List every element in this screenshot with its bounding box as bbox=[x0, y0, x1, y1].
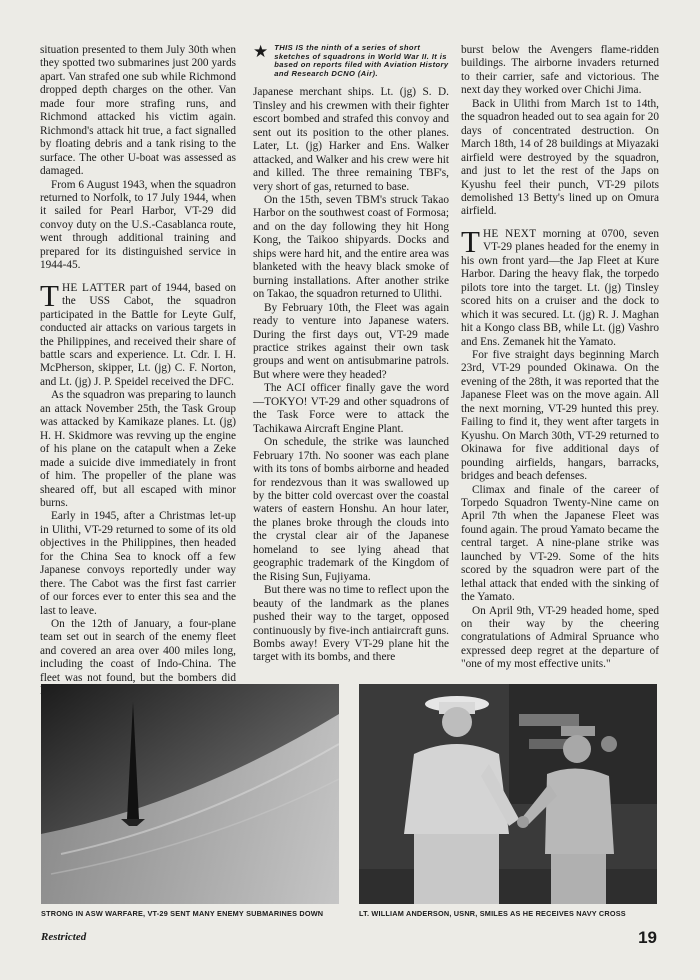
article-column-1 bbox=[40, 44, 236, 699]
paragraph: On schedule, the strike was launched February 17th. No sooner was each plane with its tons of bombs airborne and headed for rendezvous than it was swallowed up by the bitter cold overcast over the coastal waters of eastern Honshu. An hour later, the planes broke through the clouds into the crystal clear air of the Japanese homeland to see lying ahead that geographic trademark of the Kingdom of the Rising Sun, Fujiyama. bbox=[253, 436, 449, 583]
paragraph-text: part of 1944, based on the USS Cabot, the squadron participated in the Battle for Leyte Gulf, conducted air attacks on various targets in the Philippines, and received their share of battle scars and experience. Lt. Cdr. I. H. McPherson, skipper, Lt. (jg) C. F. Norton, and Lt. (jg) J. P. Speidel received the DFC. bbox=[40, 281, 236, 388]
paragraph: From 6 August 1943, when the squadron returned to Norfolk, to 17 July 1944, when it sailed for Pearl Harbor, VT-29 did convoy duty on the U.S.-Casablanca route, went through additional training and prepared for its distinguished service in 1944-45. bbox=[40, 178, 236, 272]
paragraph-with-dropcap bbox=[461, 223, 660, 349]
paragraph: Climax and finale of the career of Torpedo Squadron Twenty-Nine came on April 7th when the Japanese Fleet was found again. The proud Yamato became the central target. A nine-plane strike was launched by VT-29. Some of the hits scored by the squadron were part of the lethal attack that ended with the sinking of the Yamato. bbox=[461, 483, 659, 604]
article-column-2 bbox=[253, 44, 449, 665]
photo-caption-right: LT. WILLIAM ANDERSON, USNR, SMILES AS HE RECEIVES NAVY CROSS bbox=[359, 909, 626, 918]
paragraph: situation presented to them July 30th when they spotted two submarines just 200 yards apart. Van strafed one sub while Richmond dropped depth charges on the other. Van made four more strafing runs, and Richmond attacked his victim again. Richmond's attack hit true, a fact signalled by floating debris and a tank rising to the surface. The other U-boat was assessed as damaged. bbox=[40, 44, 236, 178]
paragraph: Back in Ulithi from March 1st to 14th, the squadron headed out to sea again for 20 days of concentrated destruction. On March 18th, 14 of 28 buildings at Miyazaki airfield were destroyed by the squadron, and just to let the rest of the Japs on Kyushu feel their punch, VT-29 pilots demolished 13 Betty's lined up on Omura airfield. bbox=[461, 97, 659, 218]
star-icon: ★ bbox=[253, 42, 269, 61]
paragraph: Japanese merchant ships. Lt. (jg) S. D. Tinsley and his crewmen with their fighter escort bombed and strafed this convoy and sent out its position to the other planes. Later, Lt. (jg) Harker and Ens. Walker attacked, and Walker and his crew were hit and killed. The three remaining TBF's, very short of gas, returned to base. bbox=[253, 86, 449, 193]
navy-cross-ceremony-photo bbox=[359, 684, 657, 904]
paragraph: The ACI officer finally gave the word —TOKYO! VT-29 and other squadrons of the Task Force were to attack the Tachikawa Aircraft Engine Plant. bbox=[253, 382, 449, 435]
paragraph-with-dropcap bbox=[40, 277, 236, 390]
paragraph: For five straight days beginning March 23rd, VT-29 pounded Okinawa. On the evening of the 28th, it was reported that the Japanese Fleet was on the move again. All the next morning, VT-29 hunted this prey. Failing to find it, they went after targets in Kyushu. On March 30th, VT-29 returned to Okinawa for five additional days of pounding airfields, hangars, barracks, bridges and beach defenses. bbox=[461, 348, 659, 483]
paragraph: As the squadron was preparing to launch an attack November 25th, the Task Group was attacked by Kamikaze planes. Lt. (jg) H. H. Skidmore was revving up the engine of his plane on the catapult when a Zeke made a suicide dive immediately in front of him. The propeller of the plane was sheared off, but all escaped with minor burns. bbox=[40, 389, 236, 509]
article-column-3 bbox=[461, 44, 659, 672]
page-number: 19 bbox=[638, 928, 657, 947]
paragraph: By February 10th, the Fleet was again ready to venture into Japanese waters. During the first days out, VT-29 made practice strikes against their own task groups and went on antisubmarine patrols. But where were they headed? bbox=[253, 301, 449, 381]
photo-caption-left: STRONG IN ASW WARFARE, VT-29 SENT MANY ENEMY SUBMARINES DOWN bbox=[41, 909, 324, 918]
paragraph: Early in 1945, after a Christmas let-up in Ulithi, VT-29 returned to some of its old objectives in the Philippines, then headed for the China Sea to knock off a few Japanese convoys reportedly under way there. The Cabot was the first fast carrier of our forces ever to enter this sea and the last to leave. bbox=[40, 510, 236, 617]
paragraph: On April 9th, VT-29 headed home, sped on their way by the cheering congratulations of Admiral Spruance who expressed deep regret at the departure of "one of my most effective units." bbox=[461, 604, 659, 671]
paragraph-text: morning at 0700, seven VT-29 planes headed for the enemy in his own front yard—the Jap Fleet at Kure Harbor. Daring the heavy flak, the torpedo pilots tore into the target. Lt. (jg) Tinsley scored hits on a cruiser and the dock to which it was secured. Lt. (jg) R. J. Maghan hit a Kongo class BB, while Lt. (jg) Vashro and Ens. Zemanek hit the Yamato. bbox=[461, 227, 660, 348]
paragraph: On the 12th of January, a four-plane team set out in search of the enemy fleet and covered an area over 400 miles long, including the coast of Indo-China. The fleet was not found, but the bombers did bbox=[40, 618, 236, 684]
paragraph: burst below the Avengers flame-ridden buildings. The airborne invaders returned to their carrier, safe and victorious. The next day they worked over Chichi Jima. bbox=[461, 44, 659, 97]
series-note-text: THIS IS the ninth of a series of short sketches of squadrons in World War II. It is based on reports filed with Aviation History and Research DCNO (Air). bbox=[274, 43, 449, 78]
lead-in: HE LATTER bbox=[61, 281, 126, 294]
paragraph: But there was no time to reflect upon the beauty of the landmark as the planes pushed their way to the target, opposed continuously by five-inch antiaircraft guns. Bombs away! Every VT-29 plane hit the target with its bombs, and there bbox=[253, 584, 449, 664]
series-note bbox=[253, 44, 449, 78]
lead-in: HE NEXT bbox=[482, 227, 537, 240]
submarine-attack-photo bbox=[41, 684, 339, 904]
paragraph: On the 15th, seven TBM's struck Takao Harbor on the southwest coast of Formosa; and on the day following they hit Hong Kong, the Taikoo shipyards. Docks and ships were hard hit, and the entire area was blanketed with the heavy black smoke of burning installations. After another strike on Takao, the squadron returned to Ulithi. bbox=[253, 194, 449, 301]
drop-cap: T bbox=[461, 223, 480, 259]
drop-cap: T bbox=[40, 277, 59, 313]
restricted-label: Restricted bbox=[41, 931, 87, 943]
